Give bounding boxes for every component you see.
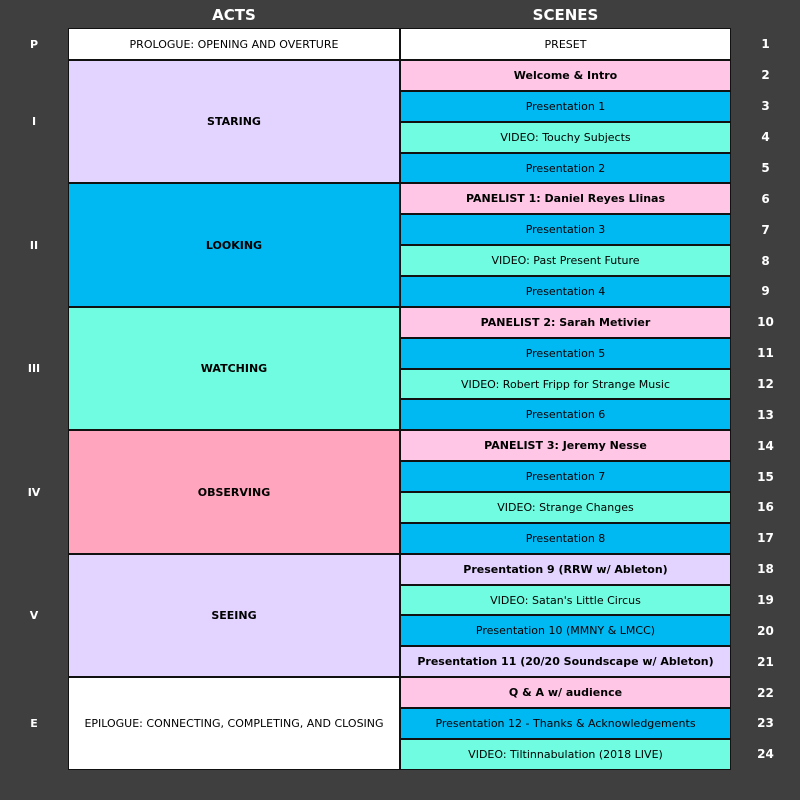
scene-number: 24 [757,747,774,762]
scene-number: 23 [757,716,774,731]
scene-cell: VIDEO: Past Present Future [400,245,731,276]
scene-number: 11 [757,346,774,361]
scene-cell: VIDEO: Touchy Subjects [400,122,731,153]
scene-cell: Presentation 3 [400,214,731,245]
scene-cell: Welcome & Intro [400,60,731,91]
act-cell: LOOKING [68,183,400,306]
scene-number: 5 [761,161,770,175]
act-label: I [31,115,37,129]
scene-cell: VIDEO: Satan's Little Circus [400,585,731,616]
act-cell: OBSERVING [68,430,400,553]
scene-cell: VIDEO: Strange Changes [400,492,731,523]
scene-number: 3 [761,99,770,114]
scene-number: 1 [761,37,770,51]
scene-cell: Presentation 5 [400,338,731,369]
act-label: III [27,362,41,376]
scene-cell: VIDEO: Robert Fripp for Strange Music [400,369,731,400]
scene-number: 9 [761,284,770,299]
act-label: E [30,716,38,730]
scene-cell: PANELIST 1: Daniel Reyes Llinas [400,183,731,214]
act-cell: WATCHING [68,307,400,430]
scenes-header: SCENES [532,6,599,24]
scene-cell: PANELIST 3: Jeremy Nesse [400,430,731,461]
scene-number: 7 [761,222,770,237]
act-cell: STARING [68,60,400,183]
scene-cell: Presentation 2 [400,153,731,184]
scene-number: 17 [757,531,774,546]
act-label: IV [27,485,41,499]
scene-cell: Presentation 4 [400,276,731,307]
scene-cell: Presentation 10 (MMNY & LMCC) [400,615,731,646]
scene-cell: Presentation 8 [400,523,731,554]
act-cell: EPILOGUE: CONNECTING, COMPLETING, AND CLOSING [68,677,400,770]
scene-cell: PANELIST 2: Sarah Metivier [400,307,731,338]
acts-header: ACTS [212,6,256,24]
scene-number: 13 [757,407,774,422]
scene-number: 2 [761,68,770,83]
act-label: II [29,238,39,252]
act-label: P [29,37,39,51]
act-label: V [29,608,39,622]
scene-number: 18 [757,562,774,577]
scene-cell: Presentation 6 [400,399,731,430]
scene-number: 22 [757,685,774,700]
scene-number: 10 [757,315,774,330]
act-cell: PROLOGUE: OPENING AND OVERTURE [68,28,400,60]
scene-cell: Presentation 11 (20/20 Soundscape w/ Ableton) [400,646,731,677]
scene-cell: PRESET [400,28,731,60]
scene-cell: Presentation 7 [400,461,731,492]
scene-number: 20 [757,623,774,638]
scene-number: 6 [761,191,770,206]
scene-cell: VIDEO: Tiltinnabulation (2018 LIVE) [400,739,731,770]
scene-cell: Presentation 12 - Thanks & Acknowledgements [400,708,731,739]
scene-cell: Presentation 9 (RRW w/ Ableton) [400,554,731,585]
schedule-grid [0,28,800,770]
scene-number: 16 [757,500,774,515]
scene-cell: Q & A w/ audience [400,677,731,708]
act-cell: SEEING [68,554,400,677]
scene-number: 21 [757,654,774,669]
scene-cell: Presentation 1 [400,91,731,122]
scene-number: 4 [761,130,770,145]
scene-number: 15 [757,469,774,484]
scene-number: 8 [761,253,770,268]
scene-number: 14 [757,438,774,453]
scene-number: 12 [757,377,774,392]
scene-number: 19 [757,593,774,608]
